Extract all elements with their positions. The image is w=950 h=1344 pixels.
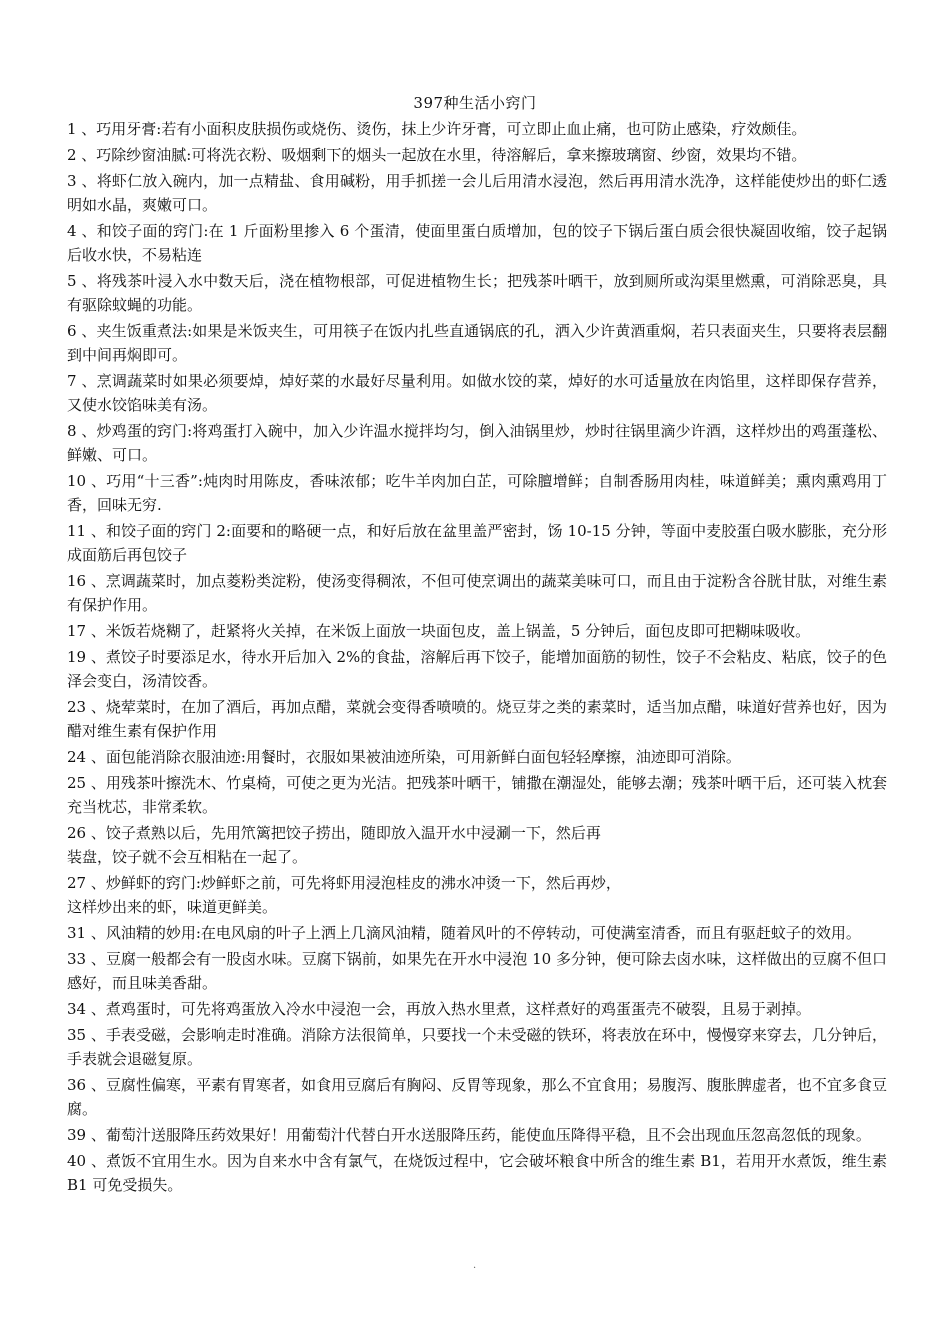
tip-entry-line: 23 、烧荤菜时，在加了酒后，再加点醋，菜就会变得香喷喷的。烧豆芽之类的素菜时，适当加点醋，味道好营养也好，因为醋对维生素有保护作用 [67,698,887,740]
tip-entry [67,519,887,567]
tip-entry-line: 装盘，饺子就不会互相粘在一起了。 [67,848,308,866]
tip-entry [67,1023,887,1071]
tip-entry [67,369,887,417]
page-footer-mark: · [473,1263,477,1274]
tip-entry [67,619,887,643]
tip-entry-line: 25 、用残茶叶擦洗木、竹桌椅，可使之更为光洁。把残茶叶晒干，铺撒在潮湿处，能够去潮；残茶叶晒干后，还可装入枕套充当枕芯，非常柔软。 [67,774,887,816]
tip-entry-line: 40 、煮饭不宜用生水。因为自来水中含有氯气，在烧饭过程中，它会破坏粮食中所含的维生素 B1，若用开水煮饭，维生素 B1 可免受损失。 [67,1152,887,1194]
tip-entry [67,143,887,167]
tip-entry-line: 1 、巧用牙膏:若有小面积皮肤损伤或烧伤、烫伤，抹上少许牙膏，可立即止血止痛，也可防止感染，疗效颇佳。 [67,120,807,138]
tip-entry-line: 4 、和饺子面的窍门:在 1 斤面粉里掺入 6 个蛋清，使面里蛋白质增加，包的饺子下锅后蛋白质会很快凝固收缩，饺子起锅后收水快，不易粘连 [67,222,887,264]
tip-entry-line: 36 、豆腐性偏寒，平素有胃寒者，如食用豆腐后有胸闷、反胃等现象，那么不宜食用；易腹泻、腹胀脾虚者，也不宜多食豆腐。 [67,1076,887,1118]
tip-entry [67,821,887,869]
tip-entry-line: 这样炒出来的虾，味道更鲜美。 [67,898,278,916]
tip-entry-line: 7 、烹调蔬菜时如果必须要焯，焯好菜的水最好尽量利用。如做水饺的菜，焯好的水可适量放在肉馅里，这样即保存营养，又使水饺馅味美有汤。 [67,372,887,414]
tip-entry [67,469,887,517]
tip-entry-line: 26 、饺子煮熟以后，先用笊篱把饺子捞出，随即放入温开水中浸涮一下，然后再 [67,824,601,842]
tip-entry-line: 27 、炒鲜虾的窍门:炒鲜虾之前，可先将虾用浸泡桂皮的沸水冲烫一下，然后再炒， [67,874,621,892]
tip-entry [67,695,887,743]
tip-entry [67,1073,887,1121]
document-title: 397种生活小窍门 [413,94,537,112]
tip-entry-line: 39 、葡萄汁送服降压药效果好！用葡萄汁代替白开水送服降压药，能使血压降得平稳，且不会出现血压忽高忽低的现象。 [67,1126,871,1144]
tip-entry-line: 10 、巧用“十三香”:炖肉时用陈皮，香味浓郁；吃牛羊肉加白芷，可除膻增鲜；自制香肠用肉桂，味道鲜美；熏肉熏鸡用丁香，回味无穷. [67,472,887,514]
tip-entry-line: 2 、巧除纱窗油腻:可将洗衣粉、吸烟剩下的烟头一起放在水里，待溶解后，拿来擦玻璃窗、纱窗，效果均不错。 [67,146,807,164]
tip-entry [67,871,887,919]
tip-entry [67,319,887,367]
tip-entry [67,419,887,467]
tip-entry-line: 3 、将虾仁放入碗内，加一点精盐、食用碱粉，用手抓搓一会儿后用清水浸泡，然后再用清水洗净，这样能使炒出的虾仁透明如水晶，爽嫩可口。 [67,172,887,214]
tip-entry [67,947,887,995]
tip-entry-line: 19 、煮饺子时要添足水，待水开后加入 2%的食盐，溶解后再下饺子，能增加面筋的韧性，饺子不会粘皮、粘底，饺子的色泽会变白，汤清饺香。 [67,648,887,690]
tip-entry-line: 11 、和饺子面的窍门 2:面要和的略硬一点，和好后放在盆里盖严密封，饧 10-15 分钟，等面中麦胶蛋白吸水膨胀，充分形成面筋后再包饺子 [67,522,887,564]
tip-entry-line: 31 、风油精的妙用:在电风扇的叶子上洒上几滴风油精，随着风叶的不停转动，可使满室清香，而且有驱赶蚊子的效用。 [67,924,861,942]
tip-entry [67,645,887,693]
tip-entry-line: 24 、面包能消除衣服油迹:用餐时，衣服如果被油迹所染，可用新鲜白面包轻轻摩擦，油迹即可消除。 [67,748,741,766]
tip-entry [67,1149,887,1197]
tip-entry [67,169,887,217]
tip-entry [67,117,887,141]
tip-entry-line: 33 、豆腐一般都会有一股卤水味。豆腐下锅前，如果先在开水中浸泡 10 多分钟，便可除去卤水味，这样做出的豆腐不但口感好，而且味美香甜。 [67,950,887,992]
tip-entry [67,219,887,267]
tip-entry [67,569,887,617]
tip-entry-line: 8 、炒鸡蛋的窍门:将鸡蛋打入碗中，加入少许温水搅拌均匀，倒入油锅里炒，炒时往锅里滴少许酒，这样炒出的鸡蛋蓬松、鲜嫩、可口。 [67,422,887,464]
tip-entry-line: 34 、煮鸡蛋时，可先将鸡蛋放入冷水中浸泡一会，再放入热水里煮，这样煮好的鸡蛋蛋壳不破裂，且易于剥掉。 [67,1000,811,1018]
tip-entry [67,269,887,317]
tip-entry [67,1123,887,1147]
tip-entry [67,997,887,1021]
tip-entry-line: 5 、将残茶叶浸入水中数天后，浇在植物根部，可促进植物生长；把残茶叶晒干，放到厕所或沟渠里燃熏，可消除恶臭，具有驱除蚊蝇的功能。 [67,272,887,314]
document-body [67,117,887,1199]
tip-entry-line: 35 、手表受磁，会影响走时准确。消除方法很简单，只要找一个未受磁的铁环，将表放在环中，慢慢穿来穿去，几分钟后，手表就会退磁复原。 [67,1026,887,1068]
tip-entry-line: 6 、夹生饭重煮法:如果是米饭夹生，可用筷子在饭内扎些直通锅底的孔，洒入少许黄酒重焖，若只表面夹生，只要将表层翻到中间再焖即可。 [67,322,887,364]
tip-entry-line: 17 、米饭若烧糊了，赶紧将火关掉，在米饭上面放一块面包皮，盖上锅盖，5 分钟后，面包皮即可把糊味吸收。 [67,622,811,640]
tip-entry [67,745,887,769]
tip-entry [67,921,887,945]
tip-entry [67,771,887,819]
tip-entry-line: 16 、烹调蔬菜时，加点菱粉类淀粉，使汤变得稠浓，不但可使烹调出的蔬菜美味可口，而且由于淀粉含谷胱甘肽，对维生素有保护作用。 [67,572,887,614]
